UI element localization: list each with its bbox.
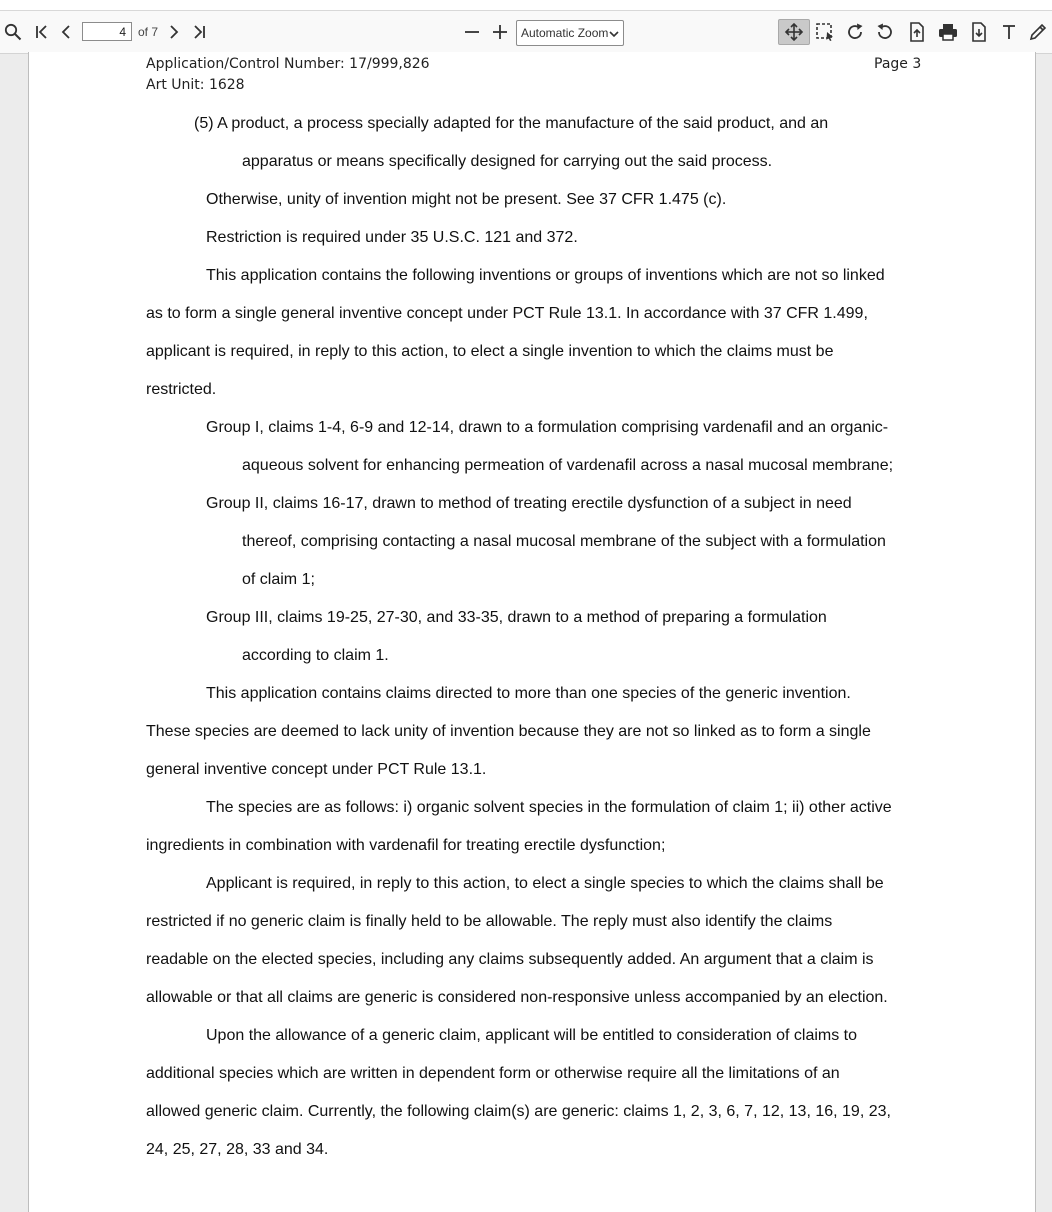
body-line: This application contains the following inventions or groups of inventions which are not so linked	[206, 267, 885, 284]
page-number-input[interactable]	[82, 22, 132, 41]
application-number: Application/Control Number: 17/999,826	[146, 56, 430, 72]
next-page-icon[interactable]	[164, 19, 184, 45]
previous-page-icon[interactable]	[56, 19, 76, 45]
body-line: according to claim 1.	[242, 647, 389, 664]
art-unit: Art Unit: 1628	[146, 77, 245, 93]
print-icon[interactable]	[936, 19, 960, 45]
chevron-down-icon	[609, 28, 619, 42]
selection-tool-icon[interactable]	[814, 19, 836, 45]
text-annotation-icon[interactable]	[998, 19, 1020, 45]
body-line: Group II, claims 16-17, drawn to method of treating erectile dysfunction of a subject in need	[206, 495, 852, 512]
body-line: restricted if no generic claim is finally held to be allowable. The reply must also identify the claims	[146, 913, 833, 930]
pdf-page	[28, 52, 1036, 1212]
download-icon[interactable]	[968, 19, 990, 45]
hand-tool-icon[interactable]	[778, 19, 810, 45]
body-line: allowable or that all claims are generic is considered non-responsive unless accompanied by an election.	[146, 989, 888, 1006]
body-line: Group III, claims 19-25, 27-30, and 33-35, drawn to a method of preparing a formulation	[206, 609, 827, 626]
body-line: ingredients in combination with vardenafil for treating erectile dysfunction;	[146, 837, 666, 854]
zoom-out-icon[interactable]	[462, 19, 482, 45]
zoom-select-value: Automatic Zoom	[521, 26, 609, 40]
body-line: applicant is required, in reply to this action, to elect a single invention to which the claims must be	[146, 343, 834, 360]
body-line: aqueous solvent for enhancing permeation of vardenafil across a nasal mucosal membrane;	[242, 457, 894, 474]
body-line: Otherwise, unity of invention might not be present. See 37 CFR 1.475 (c).	[206, 191, 727, 208]
open-file-icon[interactable]	[906, 19, 928, 45]
first-page-icon[interactable]	[32, 19, 52, 45]
body-line: thereof, comprising contacting a nasal mucosal membrane of the subject with a formulation	[242, 533, 886, 550]
body-line: readable on the elected species, including any claims subsequently added. An argument that a claim is	[146, 951, 874, 968]
window-top-strip	[0, 0, 1052, 11]
search-icon[interactable]	[2, 19, 24, 45]
body-line: restricted.	[146, 381, 217, 398]
body-line: additional species which are written in dependent form or otherwise require all the limitations of an	[146, 1065, 840, 1082]
zoom-select[interactable]	[516, 20, 624, 46]
rotate-clockwise-icon[interactable]	[844, 19, 866, 45]
body-line: These species are deemed to lack unity of invention because they are not so linked as to form a single	[146, 723, 871, 740]
body-line: The species are as follows: i) organic solvent species in the formulation of claim 1; ii) other active	[206, 799, 892, 816]
body-line: Upon the allowance of a generic claim, applicant will be entitled to consideration of claims to	[206, 1027, 858, 1044]
draw-pen-icon[interactable]	[1026, 19, 1050, 45]
body-line: of claim 1;	[242, 571, 315, 588]
body-line: allowed generic claim. Currently, the following claim(s) are generic: claims 1, 2, 3, 6, 7, 12, 13, 16, 19, 23,	[146, 1103, 891, 1120]
zoom-in-icon[interactable]	[490, 19, 510, 45]
body-line: Restriction is required under 35 U.S.C. 121 and 372.	[206, 229, 578, 246]
body-line: Applicant is required, in reply to this action, to elect a single species to which the claims shall be	[206, 875, 884, 892]
body-line: Group I, claims 1-4, 6-9 and 12-14, drawn to a formulation comprising vardenafil and an organic-	[206, 419, 889, 436]
body-line: (5) A product, a process specially adapted for the manufacture of the said product, and an	[194, 115, 829, 132]
body-line: as to form a single general inventive concept under PCT Rule 13.1. In accordance with 37 CFR 1.499,	[146, 305, 868, 322]
body-line: 24, 25, 27, 28, 33 and 34.	[146, 1141, 329, 1158]
rotate-counterclockwise-icon[interactable]	[874, 19, 896, 45]
page-label: Page 3	[874, 56, 922, 72]
body-line: apparatus or means specifically designed for carrying out the said process.	[242, 153, 773, 170]
pdf-viewer-toolbar	[0, 11, 1052, 54]
last-page-icon[interactable]	[188, 19, 210, 45]
body-line: general inventive concept under PCT Rule 13.1.	[146, 761, 487, 778]
body-line: This application contains claims directed to more than one species of the generic invention.	[206, 685, 851, 702]
page-count-label: of 7	[138, 25, 159, 39]
